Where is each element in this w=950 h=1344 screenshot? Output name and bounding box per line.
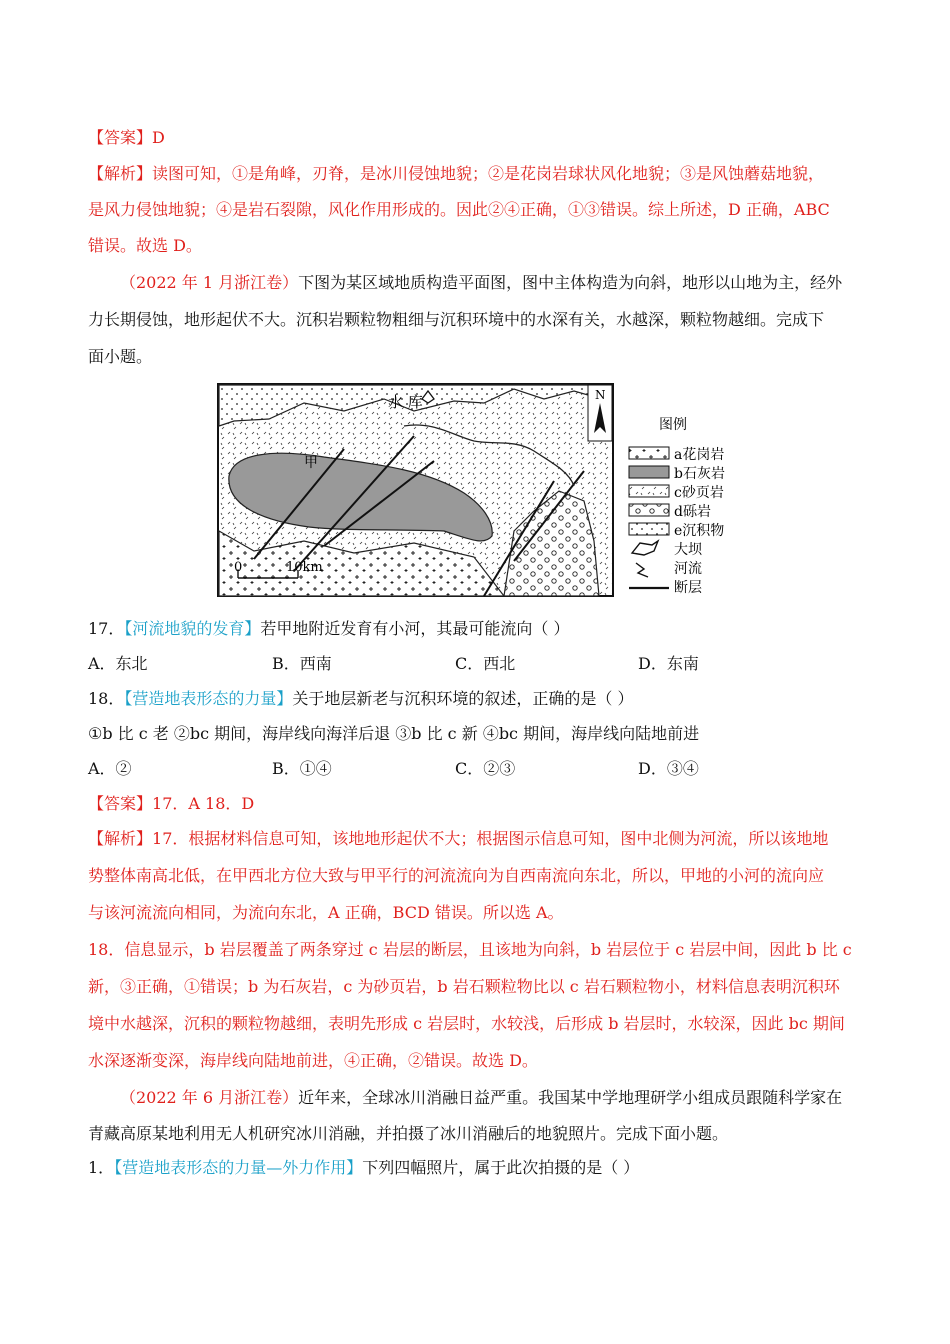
question-text: 若甲地附近发育有小河，其最可能流向（ ）: [260, 619, 570, 638]
answer-tag: 【答案】: [88, 794, 153, 813]
legend-swatch-conglomerate: [629, 504, 669, 516]
analysis-tag: 【解析】: [88, 164, 153, 183]
intro2-source: （2022 年 6 月浙江卷）: [120, 1088, 299, 1107]
q18-option-d[interactable]: D．③④: [638, 759, 699, 778]
analysis-18-line-4: 水深逐渐变深，海岸线向陆地前进，④正确，②错误。故选 D。: [88, 1051, 538, 1070]
analysis-17-line-1: [88, 829, 828, 849]
q17-option-a[interactable]: A．东北: [88, 654, 148, 673]
intro1-line-2: 力长期侵蚀，地形起伏不大。沉积岩颗粒物粗细与沉积环境中的水深有关，水越深，颗粒物越细。完成下: [88, 310, 825, 329]
question-text: 下列四幅照片，属于此次拍摄的是（ ）: [362, 1158, 640, 1177]
analysis-text-1: 读图可知，①是角峰，刃脊，是冰川侵蚀地貌；②是花岗岩球状风化地貌；③是风蚀蘑菇地貌，: [152, 164, 825, 183]
intro2-line-1: [120, 1088, 842, 1108]
north-label: N: [595, 388, 606, 402]
scale-zero: 0: [234, 560, 243, 575]
intro1-line-1: [120, 273, 842, 293]
analysis-line-3: 错误。故选 D。: [88, 236, 202, 255]
analysis-tag: 【解析】: [88, 829, 153, 848]
q17-option-b[interactable]: B．西南: [272, 654, 332, 673]
q18-option-c[interactable]: C．②③: [455, 759, 516, 778]
question-17: [88, 619, 569, 639]
question-tag: 【营造地表形态的力量—外力作用】: [114, 1158, 363, 1177]
intro1-source: （2022 年 1 月浙江卷）: [120, 273, 299, 292]
reservoir-label: 水 库: [388, 393, 423, 411]
analysis-18-line-2: 新，③正确，①错误；b 为石灰岩，c 为砂页岩，b 岩石颗粒物比以 c 岩石颗粒物小，材料信息表明沉积环: [88, 977, 840, 996]
geology-map-figure: [214, 381, 750, 599]
analysis-17-line-3: 与该河流流向相同，为流向东北，A 正确，BCD 错误。所以选 A。: [88, 903, 564, 922]
question-text: 关于地层新老与沉积环境的叙述，正确的是（ ）: [292, 689, 634, 708]
analysis-line-1: [88, 164, 824, 184]
q17-option-c[interactable]: C．西北: [455, 654, 516, 673]
answer-line-2: [88, 794, 254, 814]
legend-label: b石灰岩: [674, 466, 725, 482]
q17-option-d[interactable]: D．东南: [638, 654, 699, 673]
legend-swatch-sandshale: [629, 485, 669, 497]
question-number: 17．: [88, 619, 125, 638]
jia-label: 甲: [304, 455, 318, 471]
analysis-text: 17．根据材料信息可知，该地地形起伏不大；根据图示信息可知，图中北侧为河流，所以该地地: [152, 829, 829, 848]
legend-label: c砂页岩: [674, 485, 724, 501]
legend-label: 断层: [674, 580, 702, 596]
legend-label: 河流: [674, 561, 702, 577]
q18-statements: ①b 比 c 老 ②bc 期间，海岸线向海洋后退 ③b 比 c 新 ④bc 期间，海岸线向陆地前进: [88, 724, 700, 743]
question-1: [88, 1158, 639, 1178]
legend-label: d砾岩: [674, 504, 711, 520]
answer-tag: 【答案】: [88, 128, 153, 147]
analysis-18-line-1: 18．信息显示，b 岩层覆盖了两条穿过 c 岩层的断层，且该地为向斜，b 岩层位于 c 岩层中间，因此 b 比 c: [88, 940, 852, 959]
intro1-line-3: 面小题。: [88, 347, 153, 366]
answer-line-1: [88, 128, 165, 148]
legend-swatch-limestone: [629, 466, 669, 478]
analysis-17-line-2: 势整体南高北低，在甲西北方位大致与甲平行的河流流向为自西南流向东北，所以，甲地的小河的流向应: [88, 866, 825, 885]
legend-swatch-granite: [629, 447, 669, 459]
scale-max: 10km: [286, 560, 323, 575]
question-number: 1．: [88, 1158, 115, 1177]
legend-dam-icon: [632, 541, 658, 555]
legend-title: 图例: [659, 417, 687, 433]
q18-option-a[interactable]: A．②: [88, 759, 132, 778]
question-tag: 【营造地表形态的力量】: [124, 689, 293, 708]
question-18: [88, 689, 633, 709]
answer-value: 17．A 18．D: [152, 794, 255, 813]
answer-value: D: [152, 128, 165, 147]
intro1-text-1: 下图为某区域地质构造平面图，图中主体构造为向斜，地形以山地为主，经外: [298, 273, 843, 292]
q18-option-b[interactable]: B．①④: [272, 759, 332, 778]
intro2-text-1: 近年来，全球冰川消融日益严重。我国某中学地理研学小组成员跟随科学家在: [298, 1088, 843, 1107]
legend-label: e沉积物: [674, 523, 725, 539]
legend-swatch-sediment: [629, 523, 669, 535]
legend-label: 大坝: [674, 542, 702, 558]
legend-river-icon: [636, 563, 648, 577]
analysis-18-line-3: 境中水越深，沉积的颗粒物越细，表明先形成 c 岩层时，水较浅，后形成 b 岩层时，水较深，因此 bc 期间: [88, 1014, 845, 1033]
question-tag: 【河流地貌的发育】: [124, 619, 261, 638]
legend-label: a花岗岩: [674, 447, 725, 463]
question-number: 18．: [88, 689, 125, 708]
intro2-line-2: 青藏高原某地利用无人机研究冰川消融，并拍摄了冰川消融后的地貌照片。完成下面小题。: [88, 1124, 729, 1143]
analysis-line-2: 是风力侵蚀地貌；④是岩石裂隙，风化作用形成的。因此②④正确，①③错误。综上所述，D 正确，ABC: [88, 200, 830, 219]
